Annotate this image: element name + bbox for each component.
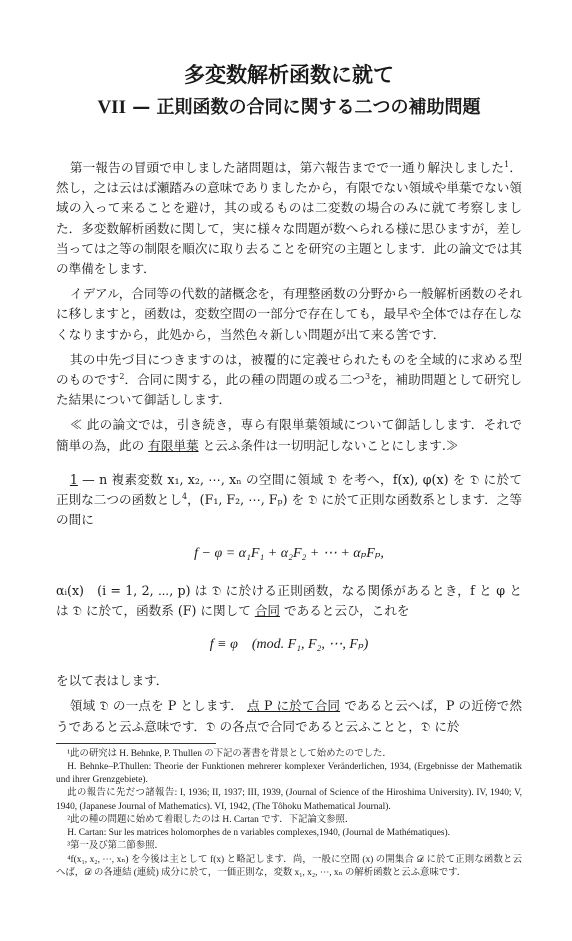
paragraph-1 — [56, 158, 522, 279]
footnote-ref-4: 4 — [181, 491, 188, 501]
term-finite-schlicht: 有限単葉 — [148, 437, 199, 453]
footnote-2b: H. Cartan: Sur les matrices holomorphes de n variables complexes,1940, (Journal de Mathématiques). — [67, 828, 450, 839]
subtitle-separator: — — [132, 97, 151, 118]
subtitle-text: 正則函数の合同に関する二つの補助問題 — [156, 97, 481, 118]
footnote-ref-2: 2 — [119, 371, 125, 381]
subtitle-number: VII — [97, 97, 126, 118]
paragraph-2: イデアル，合同等の代数的諸概念を，有理整函数の分野から一般解析函数のそれに移しますと，函数は，変数空間の一部分で存在しても，最早や全体では存在しなくなりますから，此処から，当然色々新しい問題が出て来る筈です． — [56, 286, 522, 342]
paragraph-3b: ．合同に関する，此の種の問題の或る二つ — [124, 372, 366, 388]
page — [56, 62, 522, 880]
paragraph-1-tail: ．然し，之は云はば瀬踏みの意味でありましたから，有限でない領域や単葉でない領域の入って来ることを避け，其の或るものは二変数の場合のみに就て考察しました．多変数解析函数に関して，実に様々な問題が数へられる様に思ひますが，差し当っては之等の制限を順次に取り去ることを研究の主題とします．此の論文では其の準備をします． — [56, 160, 523, 277]
page-subtitle — [56, 96, 522, 120]
section-1a: — n 複素変数 x₁, x₂, ⋯, xₙ の空間に領域 𝔇 を考へ，f(x), φ(x) を 𝔇 に於て正則な二つの函数とし — [56, 471, 522, 508]
section-1 — [56, 470, 522, 531]
footnote-1b: H. Behnke–P.Thullen: Theorie der Funktionen mehrerer komplexer Veränderlichen, 1934, (Ergebnisse der Mathematik und ihrer Grenzgebiete). — [56, 762, 522, 786]
footnote-rule — [56, 743, 216, 744]
footnote-ref-3: 3 — [365, 371, 371, 381]
paragraph-1-text: 第一報告の冒頭で申しました諸問題は，第六報告までで一通り解決しました — [69, 160, 505, 175]
term-congruent: 合同 — [254, 602, 280, 618]
body-text — [56, 158, 522, 737]
congruence-b: であると云ひ，これを — [284, 602, 410, 618]
paragraph-3a: 其の中先づ目につきますのは，被覆的に定義せられたものを全域的に求める型のものです — [56, 351, 522, 388]
footnote-2: ²此の種の問題に始めて着眼したのは H. Cartan です．下記論文参照． — [67, 814, 355, 825]
point-b: であると云へば，P の近傍で然うであると云ふ意味です．𝔇 の各点で合同であると云ふことと，𝔇 に於 — [56, 698, 522, 734]
paragraph-3 — [56, 350, 522, 411]
footnote-1: ¹此の研究は H. Behnke, P. Thullen の下記の著書を背景として始めたのでした． — [67, 748, 392, 759]
equation-1: f − φ = α₁F₁ + α₂F₂ + ⋯ + αₚFₚ, — [194, 546, 384, 562]
term-congruent-at-point: 点 P に於て合同 — [247, 698, 341, 714]
paragraph-3c: を，補助問題として研究した結果について御話しします． — [56, 372, 523, 408]
paragraph-4 — [56, 415, 522, 455]
paragraph-4a: ≪ 此の論文では，引き続き，専ら有限単葉領域について御話しします．それで簡単の為，此の — [56, 417, 522, 453]
paragraph-4b: と云ふ条件は一切明記しないことにします.≫ — [202, 437, 459, 453]
footnote-1c: 此の報告に先だつ諸報告: I, 1936; II, 1937; III, 1939, (Journal of Science of the Hiroshima University). IV, 1940; V, 1940, (Japanese Journal of Mathematics). VI, 1942, (The Tôhoku Mathematical Journal). — [56, 788, 522, 812]
congruence-a: αᵢ(x) (i = 1, 2, ⋯, p) は 𝔇 に於ける正則函数，なる関係があるとき，f と φ とは 𝔇 に於て，函数系 (F) に関して — [56, 582, 522, 618]
point-a: 領域 𝔇 の一点を P とします． — [69, 698, 243, 714]
footnotes — [56, 748, 522, 880]
footnote-ref-1: 1 — [504, 159, 510, 169]
paragraph-congruence — [56, 581, 522, 621]
footnote-3: ³第一及び第二節参照． — [67, 841, 164, 852]
paragraph-notation: を以て表はします． — [56, 673, 169, 689]
equation-2: f ≡ φ (mod. F₁, F₂, ⋯, Fₚ) — [209, 637, 369, 653]
page-title: 多変数解析函数に就て — [184, 63, 394, 87]
section-1b: ，(F₁, F₂, ⋯, Fₚ) を 𝔇 に於て正則な函数系とします．之等の間に — [56, 492, 522, 528]
section-number: 1 — [69, 471, 78, 487]
paragraph-point — [56, 696, 522, 736]
footnote-4: ⁴f(x₁, x₂, ⋯, xₙ) を今後は主として f(x) と略記します．尚，一般に空間 (x) の開集合 𝒟 に於て正則な函数と云へば，𝒟 の各連結 (連続) 成分に於て，一価正則な，変数 x₁, x₂, ⋯, xₙ の解析函数と云ふ意味です． — [56, 854, 522, 878]
